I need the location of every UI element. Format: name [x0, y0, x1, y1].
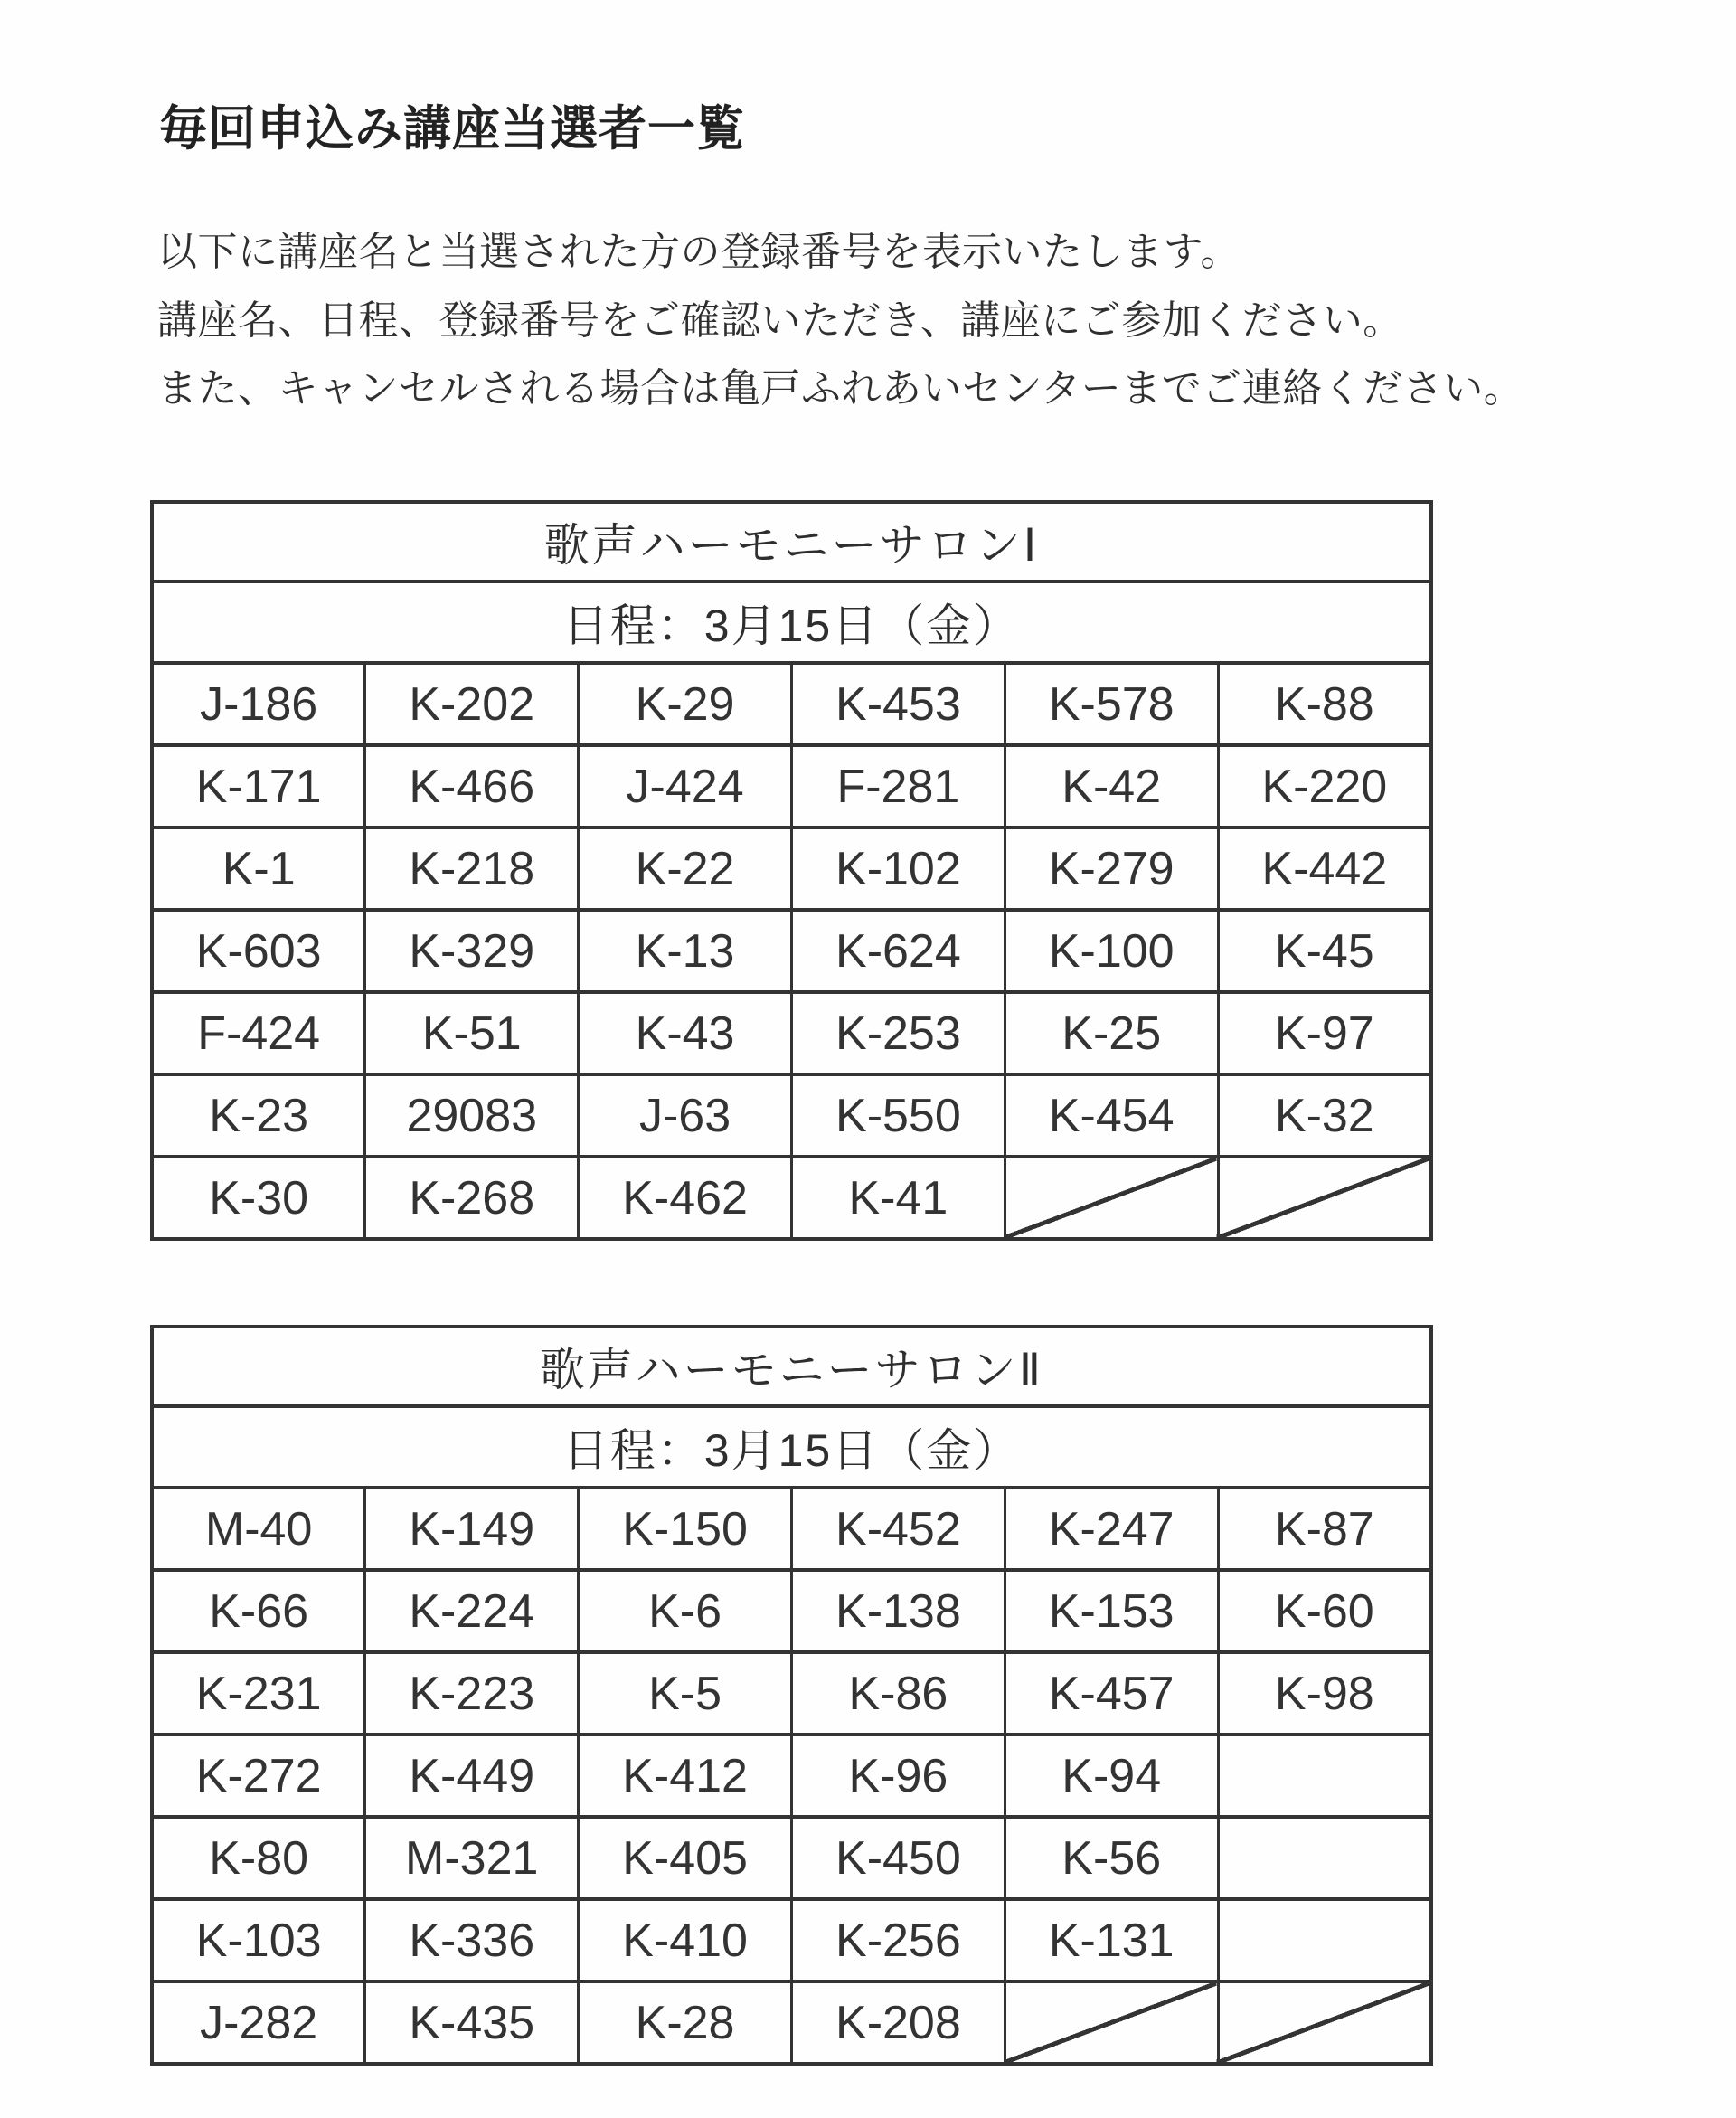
- winner-id-cell: K-149: [365, 1488, 579, 1570]
- winner-id-cell: K-29: [579, 663, 792, 745]
- winner-id-cell: K-41: [791, 1157, 1005, 1239]
- winner-id-cell: K-5: [579, 1652, 792, 1735]
- table-row: [152, 1157, 1431, 1239]
- winner-id-cell: K-256: [791, 1899, 1005, 1981]
- table-row: [152, 910, 1431, 992]
- course-title: 歌声ハーモニーサロンⅡ: [152, 1327, 1431, 1406]
- winner-id-cell: K-42: [1005, 745, 1218, 827]
- table-row: [152, 1074, 1431, 1157]
- winner-id-cell: K-131: [1005, 1899, 1218, 1981]
- winner-id-cell: K-150: [579, 1488, 792, 1570]
- course-schedule-row: [152, 1406, 1431, 1488]
- winner-id-cell: K-45: [1218, 910, 1431, 992]
- winner-id-cell: K-6: [579, 1570, 792, 1652]
- table-row: [152, 1652, 1431, 1735]
- winner-id-cell: K-412: [579, 1735, 792, 1817]
- winner-id-cell: K-603: [152, 910, 365, 992]
- winner-id-cell: K-56: [1005, 1817, 1218, 1899]
- page-title: 毎回申込み講座当選者一覧: [159, 102, 745, 156]
- winner-id-cell: K-153: [1005, 1570, 1218, 1652]
- winner-id-cell: K-51: [365, 992, 579, 1074]
- winner-id-cell: K-224: [365, 1570, 579, 1652]
- winner-id-cell: K-13: [579, 910, 792, 992]
- winner-id-cell: K-578: [1005, 663, 1218, 745]
- winner-id-cell: K-103: [152, 1899, 365, 1981]
- winner-id-cell: K-550: [791, 1074, 1005, 1157]
- empty-cell: [1218, 1899, 1431, 1981]
- winner-id-cell: M-40: [152, 1488, 365, 1570]
- winner-id-cell: K-336: [365, 1899, 579, 1981]
- winners-table-salon-2: [150, 1325, 1433, 2066]
- winner-id-cell: K-453: [791, 663, 1005, 745]
- winner-id-cell: K-87: [1218, 1488, 1431, 1570]
- winner-id-cell: K-66: [152, 1570, 365, 1652]
- winner-id-cell: K-279: [1005, 827, 1218, 910]
- crossed-out-cell: [1005, 1981, 1218, 2064]
- winner-id-cell: K-272: [152, 1735, 365, 1817]
- winner-id-cell: K-466: [365, 745, 579, 827]
- winner-id-cell: K-452: [791, 1488, 1005, 1570]
- winner-id-cell: K-97: [1218, 992, 1431, 1074]
- winner-id-cell: K-32: [1218, 1074, 1431, 1157]
- winner-id-cell: J-424: [579, 745, 792, 827]
- winner-id-cell: K-624: [791, 910, 1005, 992]
- winner-id-cell: K-435: [365, 1981, 579, 2064]
- winner-id-cell: 29083: [365, 1074, 579, 1157]
- winner-id-cell: K-86: [791, 1652, 1005, 1735]
- winner-id-cell: F-424: [152, 992, 365, 1074]
- table-row: [152, 1488, 1431, 1570]
- winner-id-cell: K-405: [579, 1817, 792, 1899]
- winner-id-cell: K-223: [365, 1652, 579, 1735]
- winner-id-cell: K-25: [1005, 992, 1218, 1074]
- table-row: [152, 1570, 1431, 1652]
- table-row: [152, 1735, 1431, 1817]
- crossed-out-cell: [1218, 1157, 1431, 1239]
- winner-id-cell: K-23: [152, 1074, 365, 1157]
- table-row: [152, 663, 1431, 745]
- winner-id-cell: K-253: [791, 992, 1005, 1074]
- winner-id-cell: K-442: [1218, 827, 1431, 910]
- course-title-row: [152, 502, 1431, 582]
- winner-id-cell: K-102: [791, 827, 1005, 910]
- course-schedule: 日程：3月15日（金）: [152, 1406, 1431, 1488]
- table-row: [152, 1981, 1431, 2064]
- winner-id-cell: K-208: [791, 1981, 1005, 2064]
- winner-id-cell: K-30: [152, 1157, 365, 1239]
- winner-id-cell: J-282: [152, 1981, 365, 2064]
- empty-cell: [1218, 1817, 1431, 1899]
- winner-id-cell: K-329: [365, 910, 579, 992]
- winner-id-cell: K-60: [1218, 1570, 1431, 1652]
- intro-line-2: 講座名、日程、登録番号をご確認いただき、講座にご参加ください。: [157, 298, 1403, 343]
- course-title: 歌声ハーモニーサロンⅠ: [152, 502, 1431, 582]
- intro-line-1: 以下に講座名と当選された方の登録番号を表示いたします。: [157, 230, 1241, 274]
- winner-id-cell: J-186: [152, 663, 365, 745]
- winner-id-cell: K-100: [1005, 910, 1218, 992]
- winner-id-cell: K-450: [791, 1817, 1005, 1899]
- winner-id-cell: K-171: [152, 745, 365, 827]
- crossed-out-cell: [1005, 1157, 1218, 1239]
- winner-id-cell: K-457: [1005, 1652, 1218, 1735]
- winner-id-cell: F-281: [791, 745, 1005, 827]
- winner-id-cell: K-220: [1218, 745, 1431, 827]
- winner-id-cell: K-98: [1218, 1652, 1431, 1735]
- course-schedule: 日程：3月15日（金）: [152, 582, 1431, 663]
- crossed-out-cell: [1218, 1981, 1431, 2064]
- winner-id-cell: K-1: [152, 827, 365, 910]
- winner-id-cell: K-247: [1005, 1488, 1218, 1570]
- winner-id-cell: K-28: [579, 1981, 792, 2064]
- winner-id-cell: M-321: [365, 1817, 579, 1899]
- winner-id-cell: K-218: [365, 827, 579, 910]
- winner-id-cell: K-43: [579, 992, 792, 1074]
- table-row: [152, 1817, 1431, 1899]
- winner-id-cell: K-88: [1218, 663, 1431, 745]
- winner-id-cell: J-63: [579, 1074, 792, 1157]
- winner-id-cell: K-449: [365, 1735, 579, 1817]
- winners-table-salon-1: [150, 500, 1433, 1241]
- course-title-row: [152, 1327, 1431, 1406]
- winner-id-cell: K-22: [579, 827, 792, 910]
- table-row: [152, 745, 1431, 827]
- table-row: [152, 992, 1431, 1074]
- winner-id-cell: K-410: [579, 1899, 792, 1981]
- intro-line-3: また、キャンセルされる場合は亀戸ふれあいセンターまでご連絡ください。: [157, 366, 1524, 411]
- empty-cell: [1218, 1735, 1431, 1817]
- winner-id-cell: K-231: [152, 1652, 365, 1735]
- winner-id-cell: K-268: [365, 1157, 579, 1239]
- winner-id-cell: K-202: [365, 663, 579, 745]
- table-row: [152, 1899, 1431, 1981]
- winner-id-cell: K-80: [152, 1817, 365, 1899]
- table-row: [152, 827, 1431, 910]
- winner-id-cell: K-454: [1005, 1074, 1218, 1157]
- winner-id-cell: K-138: [791, 1570, 1005, 1652]
- winner-id-cell: K-94: [1005, 1735, 1218, 1817]
- winner-id-cell: K-96: [791, 1735, 1005, 1817]
- course-schedule-row: [152, 582, 1431, 663]
- winner-id-cell: K-462: [579, 1157, 792, 1239]
